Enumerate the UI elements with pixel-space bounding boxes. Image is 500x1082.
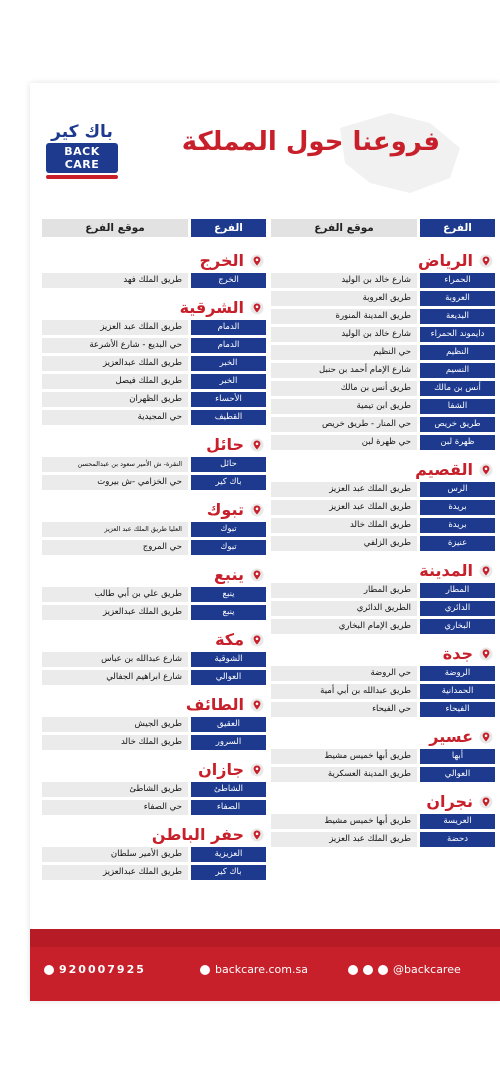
- region-name: حائل: [206, 434, 244, 454]
- branch-name: الرس: [420, 482, 495, 497]
- region-title: [271, 788, 495, 814]
- table-row: [42, 847, 266, 862]
- branch-name: الروضة: [420, 666, 495, 681]
- instagram-icon: [348, 965, 358, 975]
- region-block: [271, 723, 495, 782]
- location-pin-icon: [250, 502, 264, 516]
- branch-location: شارع خالد بن الوليد: [271, 273, 417, 288]
- branch-location: طريق الزلفي: [271, 536, 417, 551]
- region-title: [42, 496, 266, 522]
- branch-name: الأحساء: [191, 392, 266, 407]
- branch-name: بريدة: [420, 500, 495, 515]
- table-row: [271, 666, 495, 681]
- branch-location: طريق أبها خميس مشيط: [271, 814, 417, 829]
- branch-name: الدمام: [191, 338, 266, 353]
- region-title: [42, 821, 266, 847]
- table-row: [271, 767, 495, 782]
- location-pin-icon: [250, 567, 264, 581]
- table-row: [271, 832, 495, 847]
- table-row: [271, 435, 495, 450]
- facebook-icon: [378, 965, 388, 975]
- table-row: [42, 392, 266, 407]
- branch-name: القطيف: [191, 410, 266, 425]
- region-name: عسير: [429, 726, 473, 746]
- branch-name: البديعة: [420, 309, 495, 324]
- location-pin-icon: [479, 646, 493, 660]
- page-title: فروعنا حول المملكة: [181, 127, 440, 157]
- region-name: مكة: [215, 629, 244, 649]
- phone-number: 920007925: [59, 963, 146, 976]
- branch-location: شارع ابراهيم الجفالي: [42, 670, 188, 685]
- branch-name: الخبر: [191, 356, 266, 371]
- region-title: [42, 247, 266, 273]
- branch-name: الشاطئ: [191, 782, 266, 797]
- branch-name: النظيم: [420, 345, 495, 360]
- footer-band: [30, 929, 500, 947]
- region-title: [42, 561, 266, 587]
- region-block: [271, 557, 495, 634]
- header-branch: الفرع: [420, 219, 495, 237]
- table-row: [42, 587, 266, 602]
- branch-location: حي البديع - شارع الأشرعة: [42, 338, 188, 353]
- region-block: [42, 626, 266, 685]
- branch-location: طريق الملك خالد: [271, 518, 417, 533]
- region-title: [42, 431, 266, 457]
- table-row: [271, 702, 495, 717]
- region-name: الخرج: [199, 250, 244, 270]
- table-row: [42, 374, 266, 389]
- branch-location: حي الصفاء: [42, 800, 188, 815]
- branch-location: طريق الملك عبدالعزيز: [42, 865, 188, 880]
- region-name: جازان: [198, 759, 244, 779]
- table-row: [42, 320, 266, 335]
- branch-name: أبها: [420, 749, 495, 764]
- region-block: [42, 756, 266, 815]
- branch-location: حي المجيدية: [42, 410, 188, 425]
- branch-name: تبوك: [191, 540, 266, 555]
- website-text: backcare.com.sa: [215, 963, 308, 976]
- branch-location: طريق الملك عبد العزيز: [271, 482, 417, 497]
- branch-name: الصفاء: [191, 800, 266, 815]
- branch-name: العروبة: [420, 291, 495, 306]
- region-block: [42, 561, 266, 620]
- table-row: [271, 536, 495, 551]
- left-column: [42, 219, 266, 886]
- branch-name: دحضة: [420, 832, 495, 847]
- branch-name: النسيم: [420, 363, 495, 378]
- table-row: [271, 814, 495, 829]
- location-pin-icon: [479, 563, 493, 577]
- region-block: [42, 247, 266, 288]
- table-row: [271, 381, 495, 396]
- table-row: [271, 345, 495, 360]
- logo-arabic: باك كير: [51, 122, 113, 142]
- table-row: [271, 327, 495, 342]
- branch-name: باك كير: [191, 865, 266, 880]
- branch-name: العزيزية: [191, 847, 266, 862]
- branch-location: طريق أنس بن مالك: [271, 381, 417, 396]
- region-name: ينبع: [214, 564, 244, 584]
- table-row: [42, 865, 266, 880]
- logo: [46, 123, 118, 173]
- branch-name: الشوقية: [191, 652, 266, 667]
- table-row: [271, 518, 495, 533]
- region-block: [271, 247, 495, 450]
- region-name: الرياض: [418, 250, 473, 270]
- branch-name: الخرج: [191, 273, 266, 288]
- region-block: [42, 691, 266, 750]
- branch-name: ظهرة لبن: [420, 435, 495, 450]
- region-title: [271, 640, 495, 666]
- branch-location: طريق الملك فيصل: [42, 374, 188, 389]
- region-name: الطائف: [185, 694, 244, 714]
- branch-location: حي النظيم: [271, 345, 417, 360]
- table-row: [42, 273, 266, 288]
- column-header: [42, 219, 266, 237]
- location-pin-icon: [250, 253, 264, 267]
- branch-name: الدائري: [420, 601, 495, 616]
- globe-icon: [200, 965, 210, 975]
- branch-name: الحمدانية: [420, 684, 495, 699]
- region-name: المدينة: [419, 560, 473, 580]
- branch-location: حي الخزامي -ش بيروت: [42, 475, 188, 490]
- region-block: [42, 821, 266, 880]
- table-row: [42, 457, 266, 472]
- branch-name: طريق خريص: [420, 417, 495, 432]
- branch-location: النقرة- ش الأمير سعود بن عبدالمحسن: [42, 457, 188, 472]
- branch-location: طريق الملك عبد العزيز: [42, 320, 188, 335]
- table-row: [42, 670, 266, 685]
- table-row: [271, 749, 495, 764]
- branch-location: طريق الإمام البخاري: [271, 619, 417, 634]
- branch-location: طريق الملك عبد العزيز: [271, 832, 417, 847]
- table-row: [42, 717, 266, 732]
- branch-name: أنس بن مالك: [420, 381, 495, 396]
- table-row: [271, 583, 495, 598]
- region-title: [271, 247, 495, 273]
- table-row: [271, 619, 495, 634]
- branch-location: طريق الملك عبدالعزيز: [42, 605, 188, 620]
- region-name: الشرقية: [179, 297, 244, 317]
- location-pin-icon: [250, 697, 264, 711]
- table-row: [271, 601, 495, 616]
- table-row: [42, 605, 266, 620]
- table-row: [42, 735, 266, 750]
- region-block: [271, 788, 495, 847]
- branch-location: طريق أبها خميس مشيط: [271, 749, 417, 764]
- phone-icon: [44, 965, 54, 975]
- branch-location: حي الروضة: [271, 666, 417, 681]
- location-pin-icon: [479, 794, 493, 808]
- branch-location: شارع عبدالله بن عباس: [42, 652, 188, 667]
- branch-location: حي الفيحاء: [271, 702, 417, 717]
- column-header: [271, 219, 495, 237]
- region-title: [42, 691, 266, 717]
- location-pin-icon: [479, 462, 493, 476]
- footer-social[interactable]: [348, 963, 461, 976]
- table-row: [42, 652, 266, 667]
- branch-name: دايموند الحمراء: [420, 327, 495, 342]
- region-name: جدة: [442, 643, 473, 663]
- branch-location: طريق العروبة: [271, 291, 417, 306]
- region-block: [42, 496, 266, 555]
- branch-name: تبوك: [191, 522, 266, 537]
- branch-location: طريق الملك عبدالعزيز: [42, 356, 188, 371]
- region-title: [271, 557, 495, 583]
- branch-name: ينبع: [191, 587, 266, 602]
- table-row: [271, 291, 495, 306]
- branch-location: طريق الملك خالد: [42, 735, 188, 750]
- table-row: [42, 356, 266, 371]
- location-pin-icon: [250, 300, 264, 314]
- region-name: القصيم: [415, 459, 473, 479]
- branch-location: حي المروج: [42, 540, 188, 555]
- location-pin-icon: [479, 729, 493, 743]
- footer-website[interactable]: [200, 963, 308, 976]
- location-pin-icon: [479, 253, 493, 267]
- branch-name: بريدة: [420, 518, 495, 533]
- table-row: [271, 684, 495, 699]
- branch-location: طريق المدينة العسكرية: [271, 767, 417, 782]
- branch-name: العوالي: [420, 767, 495, 782]
- branch-name: الخبر: [191, 374, 266, 389]
- location-pin-icon: [250, 762, 264, 776]
- branch-name: العريسة: [420, 814, 495, 829]
- table-row: [271, 309, 495, 324]
- table-row: [42, 782, 266, 797]
- branch-name: العقيق: [191, 717, 266, 732]
- table-row: [42, 800, 266, 815]
- branch-name: البخاري: [420, 619, 495, 634]
- table-row: [42, 522, 266, 537]
- branch-name: السرور: [191, 735, 266, 750]
- branch-location: طريق عبدالله بن أبي أمية: [271, 684, 417, 699]
- branch-location: شارع خالد بن الوليد: [271, 327, 417, 342]
- region-title: [42, 626, 266, 652]
- branch-location: حي ظهرة لبن: [271, 435, 417, 450]
- location-pin-icon: [250, 437, 264, 451]
- logo-english: BACK CARE: [46, 143, 118, 173]
- branch-location: العليا طريق الملك عبد العزيز: [42, 522, 188, 537]
- region-name: حفر الباطن: [151, 824, 244, 844]
- header-branch: الفرع: [191, 219, 266, 237]
- header-location: موقع الفرع: [42, 219, 188, 237]
- location-pin-icon: [250, 827, 264, 841]
- location-pin-icon: [250, 632, 264, 646]
- branch-location: طريق ابن تيمية: [271, 399, 417, 414]
- branch-name: الحمراء: [420, 273, 495, 288]
- branch-location: شارع الإمام أحمد بن حنبل: [271, 363, 417, 378]
- region-title: [271, 456, 495, 482]
- region-block: [42, 294, 266, 425]
- branch-name: ينبع: [191, 605, 266, 620]
- x-icon: [363, 965, 373, 975]
- branch-name: الفيحاء: [420, 702, 495, 717]
- table-row: [42, 410, 266, 425]
- branch-location: طريق المدينة المنورة: [271, 309, 417, 324]
- region-title: [42, 294, 266, 320]
- region-block: [271, 640, 495, 717]
- social-handle: @backcaree: [393, 963, 461, 976]
- branch-location: حي المنار - طريق خريص: [271, 417, 417, 432]
- region-title: [42, 756, 266, 782]
- table-row: [271, 500, 495, 515]
- region-block: [42, 431, 266, 490]
- table-row: [271, 363, 495, 378]
- table-row: [271, 482, 495, 497]
- region-name: نجران: [426, 791, 473, 811]
- right-column: [271, 219, 495, 853]
- table-row: [271, 399, 495, 414]
- region-name: تبوك: [206, 499, 244, 519]
- table-row: [271, 417, 495, 432]
- branch-location: طريق المطار: [271, 583, 417, 598]
- branch-location: طريق علي بن أبي طالب: [42, 587, 188, 602]
- table-row: [42, 338, 266, 353]
- region-title: [271, 723, 495, 749]
- branch-location: طريق الأمير سلطان: [42, 847, 188, 862]
- branch-location: الطريق الدائري: [271, 601, 417, 616]
- branch-name: الدمام: [191, 320, 266, 335]
- branch-location: طريق الظهران: [42, 392, 188, 407]
- branch-location: طريق الملك فهد: [42, 273, 188, 288]
- branch-name: الشفا: [420, 399, 495, 414]
- table-row: [42, 540, 266, 555]
- branch-name: العوالي: [191, 670, 266, 685]
- table-row: [42, 475, 266, 490]
- branch-name: حائل: [191, 457, 266, 472]
- footer-phone[interactable]: [44, 963, 146, 976]
- branch-name: المطار: [420, 583, 495, 598]
- branch-location: طريق الملك عبد العزيز: [271, 500, 417, 515]
- header-location: موقع الفرع: [271, 219, 417, 237]
- region-block: [271, 456, 495, 551]
- table-row: [271, 273, 495, 288]
- branch-name: باك كير: [191, 475, 266, 490]
- logo-swoosh-icon: [46, 175, 118, 179]
- poster: [30, 83, 500, 1001]
- branch-location: طريق الجيش: [42, 717, 188, 732]
- footer: [30, 929, 500, 1001]
- branch-name: عنيزة: [420, 536, 495, 551]
- branch-location: طريق الشاطئ: [42, 782, 188, 797]
